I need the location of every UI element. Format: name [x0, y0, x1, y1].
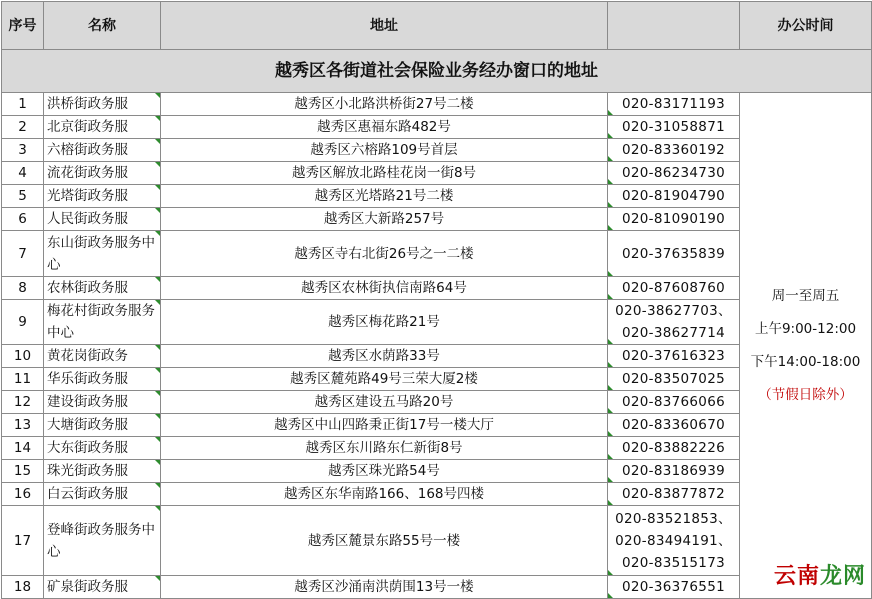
office-phone: [608, 277, 740, 300]
office-name: 登峰街政务服务中心: [44, 506, 161, 576]
office-name: 六榕街政务服: [44, 139, 161, 162]
row-number: 6: [2, 208, 44, 231]
office-address: 越秀区解放北路桂花岗一街8号: [161, 162, 608, 185]
office-address-table: [1, 1, 872, 599]
office-name: 黄花岗街政务: [44, 345, 161, 368]
office-address: 越秀区珠光路54号: [161, 460, 608, 483]
row-number: 12: [2, 391, 44, 414]
row-number: 13: [2, 414, 44, 437]
office-phone: [608, 162, 740, 185]
hours-note: （节假日除外）: [758, 387, 853, 403]
phone-number: 020-36376551: [622, 579, 725, 595]
office-phone: [608, 208, 740, 231]
row-number: 10: [2, 345, 44, 368]
office-phone: [608, 139, 740, 162]
hours-morning: 上午9:00-12:00: [754, 321, 857, 337]
office-name: 白云街政务服: [44, 483, 161, 506]
office-name: 东山街政务服务中心: [44, 231, 161, 277]
office-phone: [608, 345, 740, 368]
row-number: 9: [2, 300, 44, 345]
row-number: 7: [2, 231, 44, 277]
phone-number: 020-87608760: [622, 280, 725, 296]
row-number: 14: [2, 437, 44, 460]
office-name: 大东街政务服: [44, 437, 161, 460]
row-number: 18: [2, 576, 44, 599]
row-number: 2: [2, 116, 44, 139]
office-phone: [608, 300, 740, 345]
phone-number: 020-83186939: [622, 463, 725, 479]
row-number: 3: [2, 139, 44, 162]
phone-number: 020-37635839: [622, 245, 725, 262]
hours-afternoon: 下午14:00-18:00: [750, 354, 861, 370]
row-number: 15: [2, 460, 44, 483]
office-name: 农林街政务服: [44, 277, 161, 300]
site-watermark: 云南龙网: [773, 564, 866, 589]
office-phone: [608, 414, 740, 437]
office-name: 洪桥街政务服: [44, 93, 161, 116]
office-phone: [608, 391, 740, 414]
office-phone: [608, 576, 740, 599]
office-address: 越秀区中山四路秉正街17号一楼大厅: [161, 414, 608, 437]
office-address: 越秀区寺右北街26号之一二楼: [161, 231, 608, 277]
office-phone: [608, 506, 740, 576]
office-phone: [608, 460, 740, 483]
phone-number: 020-83360670: [622, 417, 725, 433]
phone-number: 020-83877872: [622, 486, 725, 502]
office-address: 越秀区东川路东仁新街8号: [161, 437, 608, 460]
table-title: 越秀区各街道社会保险业务经办窗口的地址: [2, 50, 872, 93]
phone-number: 020-83171193: [622, 96, 725, 112]
office-name: 光塔街政务服: [44, 185, 161, 208]
phone-number: 020-83360192: [622, 142, 725, 158]
office-name: 流花街政务服: [44, 162, 161, 185]
office-name: 人民街政务服: [44, 208, 161, 231]
phone-number: 020-81090190: [622, 211, 725, 227]
row-number: 1: [2, 93, 44, 116]
phone-number: 020-83494191、: [615, 532, 732, 549]
office-name: 北京街政务服: [44, 116, 161, 139]
office-address: 越秀区六榕路109号首层: [161, 139, 608, 162]
office-address: 越秀区大新路257号: [161, 208, 608, 231]
office-phone: [608, 368, 740, 391]
office-address: 越秀区小北路洪桥街27号二楼: [161, 93, 608, 116]
table-row: [2, 93, 872, 116]
office-phone: [608, 231, 740, 277]
office-hours: [740, 93, 872, 599]
phone-number: 020-83766066: [622, 394, 725, 410]
row-number: 8: [2, 277, 44, 300]
phone-number: 020-81904790: [622, 188, 725, 204]
row-number: 17: [2, 506, 44, 576]
office-address: 越秀区农林街执信南路64号: [161, 277, 608, 300]
header-phone: [608, 2, 740, 50]
row-number: 11: [2, 368, 44, 391]
phone-number: 020-38627714: [622, 325, 725, 341]
phone-number: 020-83515173: [622, 554, 725, 571]
office-address: 越秀区建设五马路20号: [161, 391, 608, 414]
header-no: 序号: [2, 2, 44, 50]
office-address: 越秀区光塔路21号二楼: [161, 185, 608, 208]
header-address: 地址: [161, 2, 608, 50]
office-address: 越秀区水荫路33号: [161, 345, 608, 368]
office-name: 华乐街政务服: [44, 368, 161, 391]
office-name: 珠光街政务服: [44, 460, 161, 483]
phone-number: 020-83521853、: [615, 510, 732, 527]
office-phone: [608, 93, 740, 116]
office-phone: [608, 437, 740, 460]
row-number: 5: [2, 185, 44, 208]
phone-number: 020-31058871: [622, 119, 725, 135]
phone-number: 020-86234730: [622, 165, 725, 181]
office-address: 越秀区东华南路166、168号四楼: [161, 483, 608, 506]
office-address: 越秀区梅花路21号: [161, 300, 608, 345]
header-hours: 办公时间: [740, 2, 872, 50]
row-number: 16: [2, 483, 44, 506]
office-address: 越秀区麓苑路49号三荣大厦2楼: [161, 368, 608, 391]
office-address: 越秀区麓景东路55号一楼: [161, 506, 608, 576]
office-address: 越秀区惠福东路482号: [161, 116, 608, 139]
office-name: 矿泉街政务服: [44, 576, 161, 599]
office-address: 越秀区沙涌南洪荫围13号一楼: [161, 576, 608, 599]
office-phone: [608, 185, 740, 208]
header-name: 名称: [44, 2, 161, 50]
office-name: 大塘街政务服: [44, 414, 161, 437]
hours-days: 周一至周五: [771, 288, 840, 304]
office-name: 梅花村街政务服务中心: [44, 300, 161, 345]
office-name: 建设街政务服: [44, 391, 161, 414]
office-phone: [608, 483, 740, 506]
phone-number: 020-83882226: [622, 440, 725, 456]
phone-number: 020-37616323: [622, 348, 725, 364]
phone-number: 020-83507025: [622, 371, 725, 387]
office-phone: [608, 116, 740, 139]
row-number: 4: [2, 162, 44, 185]
phone-number: 020-38627703、: [615, 303, 732, 319]
